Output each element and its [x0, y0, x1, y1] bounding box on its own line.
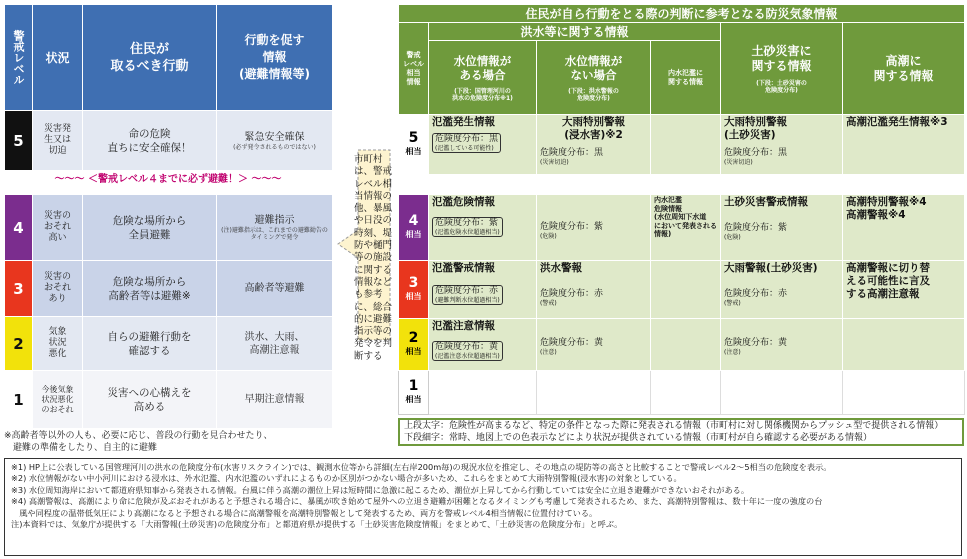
header-equiv-level: 警戒 レベル 相当 情報	[399, 23, 429, 115]
r5-d-main: 大雨特別警報 (土砂災害)	[724, 116, 787, 141]
status-2: 気象 状況 悪化	[33, 317, 83, 371]
r4-b-pl-note: (危険)	[540, 233, 557, 240]
flood-header: 洪水等に関する情報	[429, 23, 721, 41]
action-2: 自らの避難行動を 確認する	[83, 317, 217, 371]
status-3: 災害の おそれ あり	[33, 261, 83, 317]
r2-a-box-note: (氾濫注意水位超過相当)	[435, 353, 500, 360]
r2-d-pl: 危険度分布：黄	[724, 338, 788, 348]
equiv-level-3	[399, 261, 429, 319]
status-5: 災害発 生又は 切迫	[33, 111, 83, 171]
r3-e	[843, 261, 965, 319]
equiv-level-2-sub: 相当	[405, 346, 422, 356]
footnote-3: ※3) 水位周知海岸において都道府県知事から発表される情報。台風に伴う高潮の潮位上昇は短時間に急激に起こるため、潮位が上昇してから行動していては安全に立退き避難ができないおそれがある。	[11, 484, 750, 495]
r4-a-main: 氾濫危険情報	[432, 196, 495, 208]
r4-c: 内水氾濫 危険情報 (水位周知下水道 において発表される 情報)	[651, 195, 721, 261]
equiv-level-2-num: 2	[408, 329, 419, 346]
right-row-2	[399, 319, 965, 371]
equiv-level-1-num: 1	[408, 377, 419, 394]
right-row-4	[399, 195, 965, 261]
r3-c	[651, 261, 721, 319]
status-4: 災害の おそれ 高い	[33, 195, 83, 261]
r5-a-box-text: 危険度分布：黒	[435, 134, 499, 144]
r5-e-main: 高潮氾濫発生情報※3	[846, 116, 948, 128]
r5-b-main: 大雨特別警報 (浸水害)※2	[562, 116, 625, 141]
r3-a-box-text: 危険度分布：赤	[435, 286, 499, 296]
legend-line-bold: 上段太字：危険性が高まるなど、特定の条件となった際に発表される情報（市町村に対し関係機関からプッシュ型で提供される情報）	[404, 421, 944, 431]
r3-d-pl: 危険度分布：赤	[724, 289, 788, 299]
footnote-4: ※4) 高潮警報は、高潮により命に危険が及ぶおそれがあると予想される場合に、暴風が吹き始めて屋外への立退き避難が困難となるタイミングも考慮して発表されるため、また、高潮特別警報は、数十年に一度の強度の台 風や同程度の温帯低気圧により高潮になると予想される場合に高潮警報を高潮特別警報として発表するため、両方を警戒レベル4相当情報に位置付けている。	[11, 496, 823, 518]
r3-a-box-note: (避難判断水位超過相当)	[435, 297, 500, 304]
action-3: 危険な場所から 高齢者等は避難※	[83, 261, 217, 317]
r3-a	[429, 261, 537, 319]
col-b-label: 水位情報が ない場合	[564, 53, 623, 82]
left-table-area	[4, 4, 332, 428]
r3-b	[537, 261, 651, 319]
tide-header: 高潮に 関する情報	[843, 23, 965, 115]
left-row-4	[5, 195, 333, 261]
r2-d	[721, 319, 843, 371]
r1-c	[651, 371, 721, 415]
r3-b-main: 洪水警報	[540, 262, 582, 274]
equiv-level-5-num: 5	[408, 129, 419, 146]
r3-a-main: 氾濫警戒情報	[432, 262, 495, 274]
r4-a-box	[432, 217, 503, 237]
col-without-water-level	[537, 41, 651, 115]
header-info: 行動を促す 情報 (避難情報等)	[217, 5, 333, 111]
r2-b-pl-note: (注意)	[540, 349, 557, 356]
r5-b-pl: 危険度分布：黒	[540, 148, 604, 158]
right-row-5	[399, 115, 965, 175]
r1-a	[429, 371, 537, 415]
r4-a-box-text: 危険度分布：紫	[435, 218, 499, 228]
info-4-note: (注)避難指示は、これまでの避難勧告の タイミングで発令	[221, 227, 328, 241]
r5-e	[843, 115, 965, 175]
level-badge-4: 4	[5, 195, 33, 261]
equiv-level-4-sub: 相当	[405, 229, 422, 239]
callout-text: 市町村は、警戒レベル相当情報の他、暴風や日没の時刻、堤防や樋門等の施設に関する情報なども参考に、総合的に避難指示等の発令を判断する	[354, 154, 393, 362]
r1-d	[721, 371, 843, 415]
r4-a	[429, 195, 537, 261]
r3-e-main: 高潮警報に切り替 える可能性に言及 する高潮注意報	[846, 262, 930, 300]
legend-line-plain: 下段細字：常時、地図上での色表示などにより状況が提供されている情報（市町村が自ら確認する必要がある情報）	[404, 433, 873, 443]
r2-e	[843, 319, 965, 371]
header-status: 状況	[33, 5, 83, 111]
info-3: 高齢者等避難	[217, 261, 333, 317]
r4-e	[843, 195, 965, 261]
r2-a-box-text: 危険度分布：黄	[435, 342, 499, 352]
equiv-level-4	[399, 195, 429, 261]
r4-d-pl: 危険度分布：紫	[724, 223, 788, 233]
right-row-3	[399, 261, 965, 319]
r3-d-main: 大雨警報(土砂災害)	[724, 262, 818, 274]
alert-level-table	[4, 4, 333, 429]
r3-d	[721, 261, 843, 319]
header-level: 警戒レベル	[5, 5, 33, 111]
r5-d-pl: 危険度分布：黒	[724, 148, 788, 158]
r5-a-box-note: (氾濫している可能性)	[435, 145, 494, 152]
left-row-3	[5, 261, 333, 317]
col-a-note: (下段：国管理河川の 洪水の危険度分布※1)	[452, 87, 513, 102]
r5-a	[429, 115, 537, 175]
r3-b-pl-note: (警戒)	[540, 300, 557, 307]
left-row-2	[5, 317, 333, 371]
equiv-level-5-sub: 相当	[405, 146, 422, 156]
r4-a-box-note: (氾濫危険水位超過相当)	[435, 229, 500, 236]
info-5-note: (必ず発令されるものではない)	[233, 143, 316, 151]
right-row-1	[399, 371, 965, 415]
sediment-header-label: 土砂災害に 関する情報	[751, 43, 812, 73]
r5-b	[537, 115, 651, 175]
action-5: 命の危険 直ちに安全確保！	[83, 111, 217, 171]
info-4-label: 避難指示	[254, 215, 295, 226]
equiv-level-4-num: 4	[408, 212, 419, 229]
r4-d	[721, 195, 843, 261]
r5-d	[721, 115, 843, 175]
left-row-1	[5, 371, 333, 429]
r5-a-box	[432, 133, 501, 153]
r2-b-pl: 危険度分布：黄	[540, 338, 604, 348]
sediment-header	[721, 23, 843, 115]
header-action: 住民が 取るべき行動	[83, 5, 217, 111]
level-badge-2: 2	[5, 317, 33, 371]
info-5	[217, 111, 333, 171]
legend-box	[398, 418, 964, 446]
r2-a	[429, 319, 537, 371]
equiv-level-5	[399, 115, 429, 175]
action-4: 危険な場所から 全員避難	[83, 195, 217, 261]
r4-d-pl-note: (危険)	[724, 234, 741, 241]
r1-b	[537, 371, 651, 415]
r3-d-pl-note: (警戒)	[724, 300, 741, 307]
r5-a-main: 氾濫発生情報	[432, 116, 495, 128]
r4-e-main: 高潮特別警報※4 高潮警報※4	[846, 196, 927, 221]
action-1: 災害への心構えを 高める	[83, 371, 217, 429]
info-4	[217, 195, 333, 261]
r2-c	[651, 319, 721, 371]
left-row-5	[5, 111, 333, 171]
equiv-level-2	[399, 319, 429, 371]
level-badge-1: 1	[5, 371, 33, 429]
r2-b	[537, 319, 651, 371]
r4-b-pl: 危険度分布：紫	[540, 222, 604, 232]
col-a-label: 水位情報が ある場合	[453, 53, 512, 82]
info-5-label: 緊急安全確保	[244, 131, 305, 143]
equiv-level-1-sub: 相当	[405, 394, 422, 404]
weather-info-table	[398, 4, 965, 415]
r4-d-main: 土砂災害警戒情報	[724, 196, 808, 208]
col-b-note: (下段：洪水警報の 危険度分布)	[568, 87, 619, 102]
level-badge-3: 3	[5, 261, 33, 317]
status-1: 今後気象 状況悪化 のおそれ	[33, 371, 83, 429]
footnote-5: 注)本資料では、気象庁が提供する「大雨警報(土砂災害)の危険度分布」と都道府県が提供する「土砂災害危険度情報」をまとめて、「土砂災害の危険度分布」と呼ぶ。	[11, 519, 623, 530]
info-1: 早期注意情報	[217, 371, 333, 429]
footnote-2: ※2) 水位情報がない中小河川における浸水は、外水氾濫、内水氾濫のいずれによるものか区別がつかない場合が多いため、これらをまとめて大雨特別警報(浸水害)の対象としている。	[11, 473, 682, 484]
r3-a-box	[432, 285, 503, 305]
r2-d-pl-note: (注意)	[724, 349, 741, 356]
r1-e	[843, 371, 965, 415]
r3-b-pl: 危険度分布：赤	[540, 289, 604, 299]
evacuation-banner: 〜〜〜 ＜警戒レベル４までに必ず避難！＞ 〜〜〜	[54, 174, 282, 185]
r2-a-main: 氾濫注意情報	[432, 320, 495, 332]
r5-b-pl-note: (災害切迫)	[540, 159, 569, 166]
r5-c	[651, 115, 721, 175]
info-2: 洪水、大雨、 高潮注意報	[217, 317, 333, 371]
right-table-area	[398, 4, 964, 416]
equiv-level-1	[399, 371, 429, 415]
col-with-water-level	[429, 41, 537, 115]
r4-b	[537, 195, 651, 261]
right-title: 住民が自ら行動をとる際の判断に参考となる防災気象情報	[399, 5, 965, 23]
sediment-header-note: (下段：土砂災害の 危険度分布)	[756, 79, 807, 94]
col-inland-flood: 内水氾濫に 関する情報	[651, 41, 721, 115]
footnote-1: ※1) HP上に公表している国管理河川の洪水の危険度分布(水害リスクライン)では、観測水位等から詳細(左右岸200m毎)の現況水位を推定し、その地点の堤防等の高さと比較することで警戒レベル2〜5相当の危険度を表示。	[11, 462, 832, 472]
left-footnote: ※高齢者等以外の人も、必要に応じ、普段の行動を見合わせたり、 避難の準備をしたり、自主的に避難	[4, 431, 273, 453]
r5-d-pl-note: (災害切迫)	[724, 159, 753, 166]
r2-a-box	[432, 341, 503, 361]
equiv-level-3-sub: 相当	[405, 291, 422, 301]
footnotes	[4, 458, 962, 556]
municipality-callout	[334, 148, 393, 362]
equiv-level-3-num: 3	[408, 274, 419, 291]
level-badge-5: 5	[5, 111, 33, 171]
